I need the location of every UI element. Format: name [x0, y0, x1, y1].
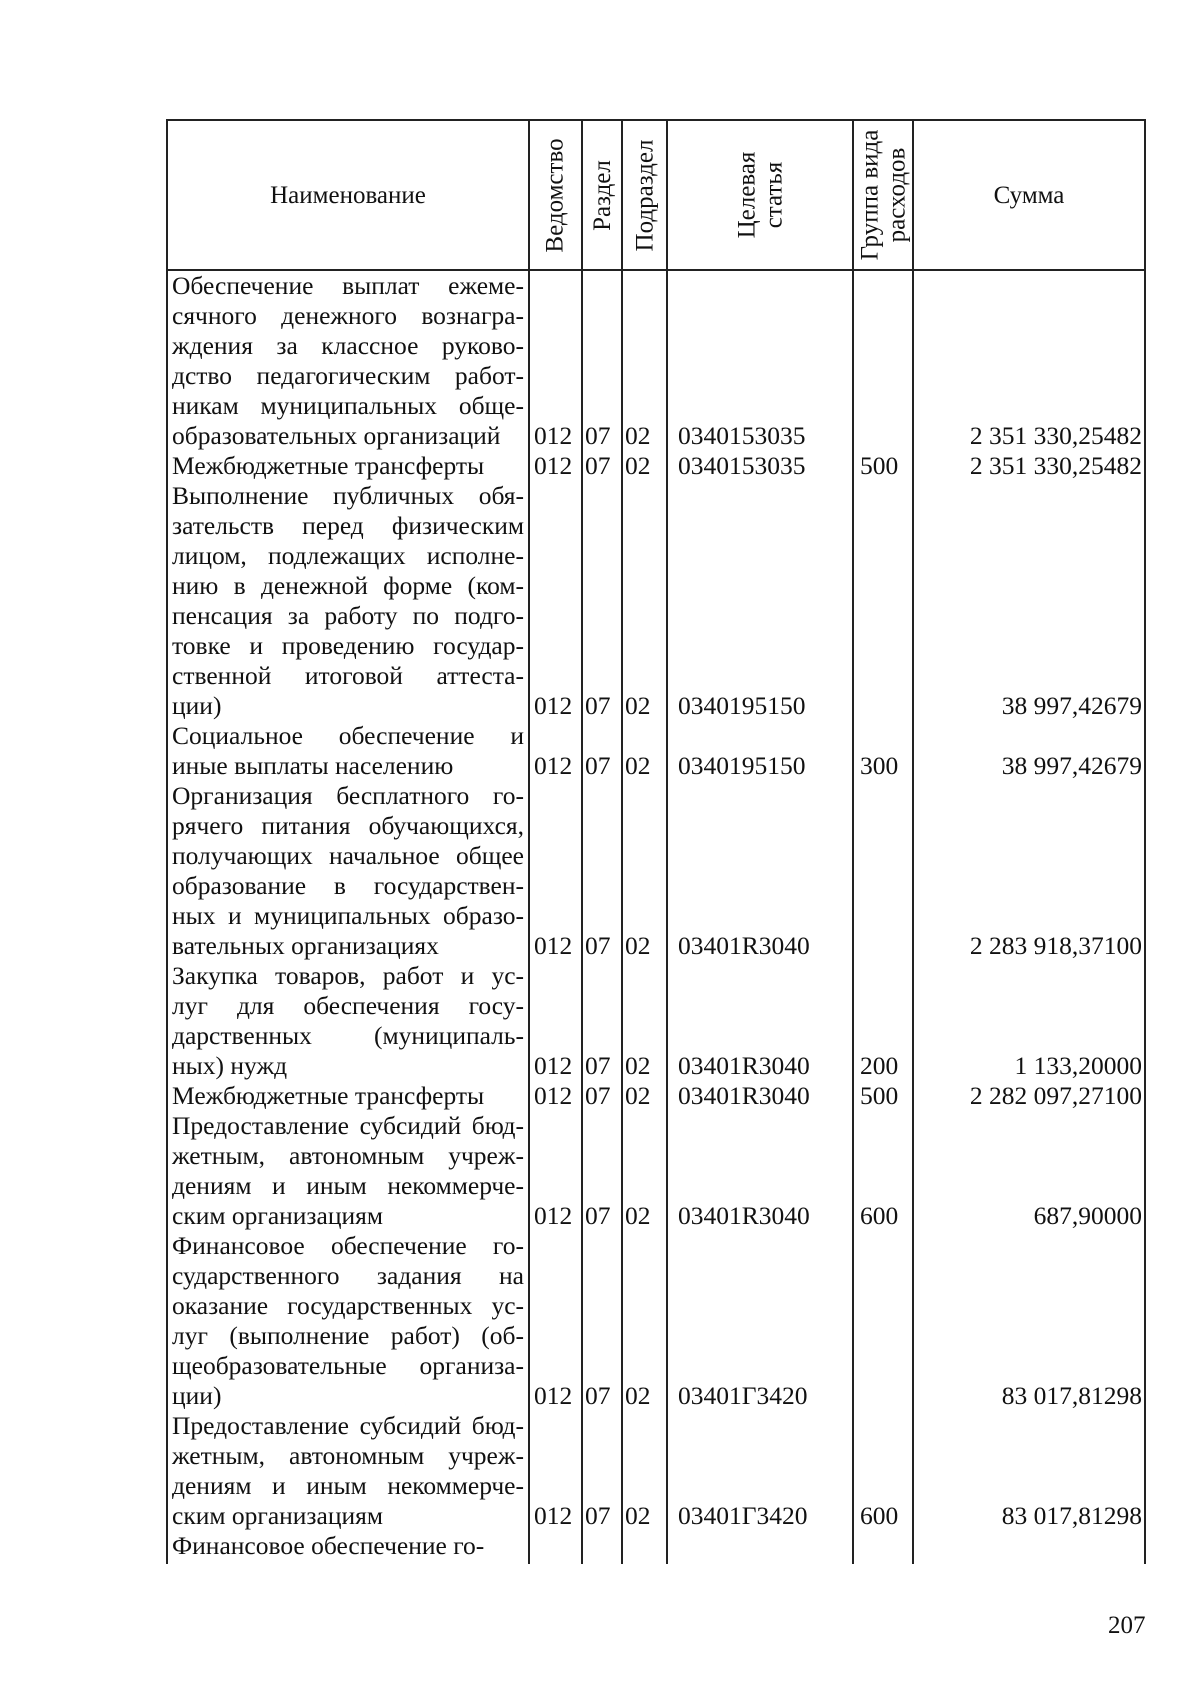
row-name-line: сячного денежного вознагра-	[172, 301, 524, 330]
row-target: 0340153035	[678, 421, 806, 450]
row-section: 07	[585, 1051, 611, 1080]
row-sum: 2 283 918,37100	[969, 931, 1142, 960]
row-subsection: 02	[625, 751, 651, 780]
row-name-line: Организация бесплатного го-	[172, 781, 524, 810]
row-group: 500	[860, 451, 899, 480]
row-name-line: ции)	[172, 1381, 222, 1410]
header-sum-text: Сумма	[993, 181, 1065, 209]
header-name-text: Наименование	[270, 181, 426, 209]
row-name-line: Межбюджетные трансферты	[172, 451, 485, 480]
row-name-line: образовательных организаций	[172, 421, 501, 450]
row-name-line: товке и проведению государ-	[172, 631, 524, 660]
row-name	[172, 781, 524, 961]
row-sum: 687,90000	[1033, 1201, 1142, 1230]
header-dept-text: Ведомство	[542, 137, 570, 253]
row-dept: 012	[534, 1381, 573, 1410]
row-name-line: Закупка товаров, работ и ус-	[172, 961, 524, 990]
row-name-line: зательств перед физическим	[172, 511, 524, 540]
row-name-line: пенсация за работу по подго-	[172, 601, 524, 630]
row-subsection: 02	[625, 421, 651, 450]
row-group: 300	[860, 751, 899, 780]
budget-table	[166, 119, 1146, 1564]
table-body	[166, 119, 1146, 1564]
row-target: 0340195150	[678, 691, 806, 720]
row-sum: 2 351 330,25482	[969, 421, 1142, 450]
row-name-line: дениям и иным некоммерче-	[172, 1171, 524, 1200]
row-target: 03401R3040	[678, 1051, 810, 1080]
row-sum: 2 282 097,27100	[969, 1081, 1142, 1110]
row-subsection: 02	[625, 1051, 651, 1080]
row-target: 03401R3040	[678, 1201, 810, 1230]
row-name-line: ственной итоговой аттеста-	[172, 661, 524, 690]
row-name	[172, 1111, 524, 1231]
row-sum: 1 133,20000	[1014, 1051, 1142, 1080]
row-name-line: оказание государственных ус-	[172, 1291, 524, 1320]
row-dept: 012	[534, 1501, 573, 1530]
row-dept: 012	[534, 691, 573, 720]
row-name-line: ции)	[172, 691, 222, 720]
row-name-line: Межбюджетные трансферты	[172, 1081, 485, 1110]
row-sum: 38 997,42679	[1001, 691, 1142, 720]
row-dept: 012	[534, 421, 573, 450]
row-name-line: луг (выполнение работ) (об-	[172, 1321, 524, 1350]
header-subsection-text: Подраздел	[631, 139, 658, 251]
row-name-line: Выполнение публичных обя-	[172, 481, 524, 510]
row-section: 07	[585, 1501, 611, 1530]
row-section: 07	[585, 751, 611, 780]
row-name	[172, 1231, 524, 1411]
row-group: 500	[860, 1081, 899, 1110]
row-name-line: Предоставление субсидий бюд-	[172, 1411, 524, 1440]
row-name	[172, 1081, 524, 1111]
row-sum: 2 351 330,25482	[969, 451, 1142, 480]
row-subsection: 02	[625, 1081, 651, 1110]
row-subsection: 02	[625, 691, 651, 720]
header-group-line2: расходов	[883, 147, 910, 243]
row-name-line: ждения за классное руково-	[172, 331, 524, 360]
row-section: 07	[585, 451, 611, 480]
row-group: 600	[860, 1201, 899, 1230]
row-name-line: дениям и иным некоммерче-	[172, 1471, 524, 1500]
row-name	[172, 451, 524, 481]
row-name-line: получающих начальное общее	[172, 841, 524, 870]
row-name-line: Социальное обеспечение и	[172, 721, 524, 750]
row-name-line: ским организациям	[172, 1201, 383, 1230]
row-group: 200	[860, 1051, 899, 1080]
row-name	[172, 721, 524, 781]
row-section: 07	[585, 1081, 611, 1110]
row-dept: 012	[534, 451, 573, 480]
row-name-line: образование в государствен-	[172, 871, 524, 900]
row-name-line: Обеспечение выплат ежеме-	[172, 271, 524, 300]
row-name-line: иные выплаты населению	[172, 751, 454, 780]
row-target: 0340195150	[678, 751, 806, 780]
row-name-line: жетным, автономным учреж-	[172, 1441, 524, 1470]
row-name-line: ных и муниципальных образо-	[172, 901, 524, 930]
row-dept: 012	[534, 931, 573, 960]
row-target: 03401Г3420	[678, 1381, 808, 1410]
row-section: 07	[585, 691, 611, 720]
row-section: 07	[585, 1201, 611, 1230]
row-name	[172, 271, 524, 451]
row-name-line: лицом, подлежащих исполне-	[172, 541, 524, 570]
row-section: 07	[585, 931, 611, 960]
row-name-line: Финансовое обеспечение го-	[172, 1231, 524, 1260]
row-dept: 012	[534, 1051, 573, 1080]
row-name-line: луг для обеспечения госу-	[172, 991, 524, 1020]
row-name-line: дарственных (муниципаль-	[172, 1021, 524, 1050]
row-dept: 012	[534, 1081, 573, 1110]
row-section: 07	[585, 421, 611, 450]
row-subsection: 02	[625, 1501, 651, 1530]
row-sum: 38 997,42679	[1001, 751, 1142, 780]
row-name-line: щеобразовательные организа-	[172, 1351, 524, 1380]
row-group: 600	[860, 1501, 899, 1530]
row-sum: 83 017,81298	[1001, 1381, 1142, 1410]
row-name	[172, 961, 524, 1081]
row-subsection: 02	[625, 451, 651, 480]
row-name-line: ским организациям	[172, 1501, 383, 1530]
header-group-line1: Группа вида	[856, 129, 883, 261]
row-target: 03401R3040	[678, 931, 810, 960]
header-target-line2: статья	[759, 161, 787, 229]
row-subsection: 02	[625, 1201, 651, 1230]
row-name-line: нию в денежной форме (ком-	[172, 571, 524, 600]
page-number: 207	[1108, 1612, 1146, 1639]
row-dept: 012	[534, 751, 573, 780]
row-name-line: никам муниципальных обще-	[172, 391, 524, 420]
header-section-text: Раздел	[588, 159, 616, 231]
header-target-line1: Целевая	[732, 151, 760, 239]
row-name	[172, 1531, 524, 1561]
row-target: 03401R3040	[678, 1081, 810, 1110]
row-dept: 012	[534, 1201, 573, 1230]
row-name-line: рячего питания обучающихся,	[172, 811, 524, 840]
row-target: 03401Г3420	[678, 1501, 808, 1530]
row-subsection: 02	[625, 931, 651, 960]
row-name-line: ных) нужд	[172, 1051, 288, 1080]
row-name-line: сударственного задания на	[172, 1261, 524, 1290]
row-name	[172, 481, 524, 721]
row-name-line: Финансовое обеспечение го-	[172, 1531, 485, 1560]
row-sum: 83 017,81298	[1001, 1501, 1142, 1530]
row-name-line: вательных организациях	[172, 931, 439, 960]
row-name-line: жетным, автономным учреж-	[172, 1141, 524, 1170]
row-name-line: дство педагогическим работ-	[172, 361, 524, 390]
row-name	[172, 1411, 524, 1531]
row-section: 07	[585, 1381, 611, 1410]
row-target: 0340153035	[678, 451, 806, 480]
row-name-line: Предоставление субсидий бюд-	[172, 1111, 524, 1140]
row-subsection: 02	[625, 1381, 651, 1410]
